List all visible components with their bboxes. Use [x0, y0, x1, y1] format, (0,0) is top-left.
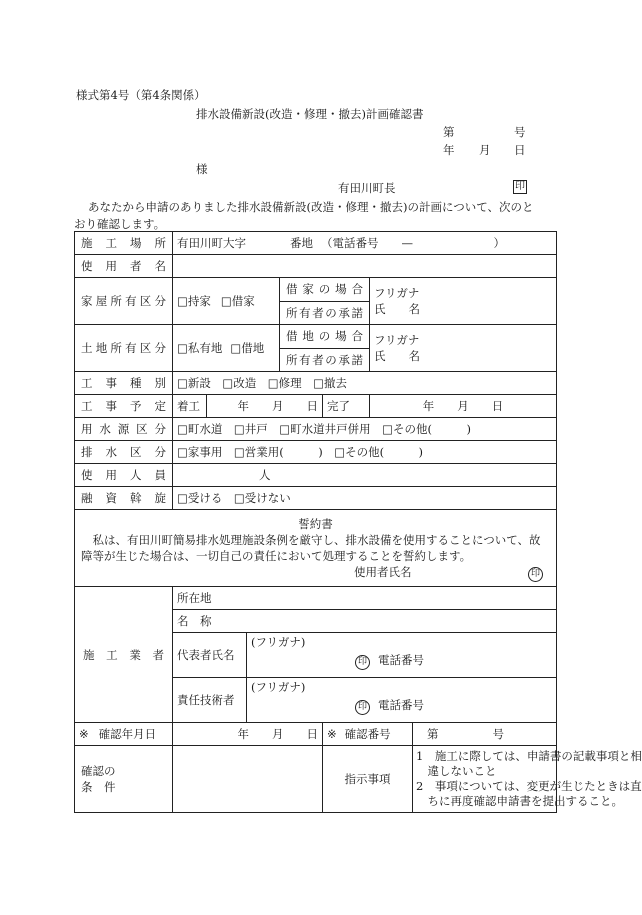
user-row [75, 255, 557, 278]
pledge-title: 誓約書 [298, 517, 333, 531]
confirm-number-value[interactable]: 第 号 [413, 723, 557, 746]
land-owner-name[interactable]: フリガナ 氏 名 [370, 325, 557, 372]
house-options[interactable]: □持家 □借家 [173, 278, 280, 325]
intro-line-1: あなたから申請のありました排水設備新設(改造・修理・撤去)の計画について、次のと [88, 200, 534, 214]
confirmation-form [74, 231, 642, 813]
land-consent: 所有者の承諾 [280, 348, 370, 372]
pledge-seal[interactable]: 印 [528, 564, 543, 582]
instruction-label: 指示事項 [323, 746, 413, 813]
house-consent: 所有者の承諾 [280, 301, 370, 325]
issuer: 有田川町長 [338, 181, 396, 195]
persons-row [75, 464, 557, 487]
work-type-label: 工事種別 [75, 372, 173, 395]
site-row [75, 232, 557, 255]
confirm-date-value[interactable]: 年 月 日 [173, 723, 323, 746]
tech-value[interactable]: (フリガナ) 印 電話番号 [247, 678, 557, 723]
tech-label: 責任技術者 [173, 678, 247, 723]
land-case: 借地の場合 [280, 325, 370, 349]
water-options[interactable]: □町水道 □井戸 □町水道井戸併用 □その他( ) [173, 418, 557, 441]
number-go: 号 [514, 125, 526, 139]
pledge-line-1: 私は、有田川町簡易排水処理施設条例を厳守し、排水設備を使用することについて、故 [92, 533, 541, 547]
house-label: 家屋所有区分 [75, 278, 173, 325]
drain-label: 排水区分 [75, 441, 173, 464]
intro-line-2: おり確認します。 [74, 217, 166, 231]
confirm-date-row [75, 723, 557, 746]
house-case: 借家の場合 [280, 278, 370, 302]
rep-value[interactable]: (フリガナ) 印 電話番号 [247, 633, 557, 678]
work-type-row [75, 372, 557, 395]
finance-row [75, 487, 557, 510]
finance-options[interactable]: □受ける □受けない [173, 487, 557, 510]
pledge-block [75, 510, 557, 587]
tech-seal[interactable]: 印 [355, 700, 370, 715]
land-options[interactable]: □私有地 □借地 [173, 325, 280, 372]
date-day: 日 [514, 143, 526, 157]
confirm-date-label: ※ 確認年月日 [75, 723, 173, 746]
rep-label: 代表者氏名 [173, 633, 247, 678]
document-title: 排水設備新設(改造・修理・撤去)計画確認書 [196, 107, 424, 121]
land-label: 土地所有区分 [75, 325, 173, 372]
drain-row [75, 441, 557, 464]
water-label: 用水源区分 [75, 418, 173, 441]
pledge-row [75, 510, 557, 587]
water-row [75, 418, 557, 441]
drain-options[interactable]: □家事用 □営業用( ) □その他( ) [173, 441, 557, 464]
persons-value[interactable]: 人 [173, 464, 557, 487]
site-value[interactable]: 有田川町大字 番地 （電話番号 — ） [173, 232, 557, 255]
rep-seal[interactable]: 印 [355, 655, 370, 670]
end-label: 完了 [323, 395, 370, 418]
end-date[interactable]: 年 月 日 [370, 395, 557, 418]
house-owner-name[interactable]: フリガナ 氏 名 [370, 278, 557, 325]
pledge-line-2: 障等が生じた場合は、一切自己の責任において処理することを誓約します。 [81, 549, 472, 563]
start-label: 着工 [173, 395, 207, 418]
condition-row [75, 746, 557, 813]
start-date[interactable]: 年 月 日 [207, 395, 323, 418]
addressee-suffix: 様 [196, 162, 208, 176]
site-label: 施工場所 [75, 232, 173, 255]
contractor-label: 施工業者 [75, 587, 173, 723]
user-value[interactable] [173, 255, 557, 278]
pledge-signer: 使用者氏名 [354, 565, 412, 579]
persons-label: 使用人員 [75, 464, 173, 487]
house-row-1 [75, 278, 557, 302]
issuer-seal: 印 [515, 181, 525, 192]
schedule-row [75, 395, 557, 418]
contractor-address-row [75, 587, 557, 610]
schedule-label: 工事予定 [75, 395, 173, 418]
finance-label: 融資斡旋 [75, 487, 173, 510]
work-type-options[interactable]: □新設 □改造 □修理 □撤去 [173, 372, 557, 395]
confirm-number-label: ※ 確認番号 [323, 723, 413, 746]
date-year: 年 [443, 143, 455, 157]
condition-value[interactable] [173, 746, 323, 813]
contractor-name[interactable]: 名 称 [173, 610, 557, 633]
date-month: 月 [479, 143, 491, 157]
land-row-1 [75, 325, 557, 349]
form-number: 様式第4号（第4条関係） [76, 88, 206, 102]
user-label: 使用者名 [75, 255, 173, 278]
instruction-text: 1 施工に際しては、申請書の記載事項と相 違しないこと 2 事項については、変更が生じたときは直 ちに再度確認申請書を提出すること。 [413, 746, 557, 813]
number-dai: 第 [443, 125, 455, 139]
condition-label: 確認の 条 件 [75, 746, 173, 813]
contractor-address[interactable]: 所在地 [173, 587, 557, 610]
